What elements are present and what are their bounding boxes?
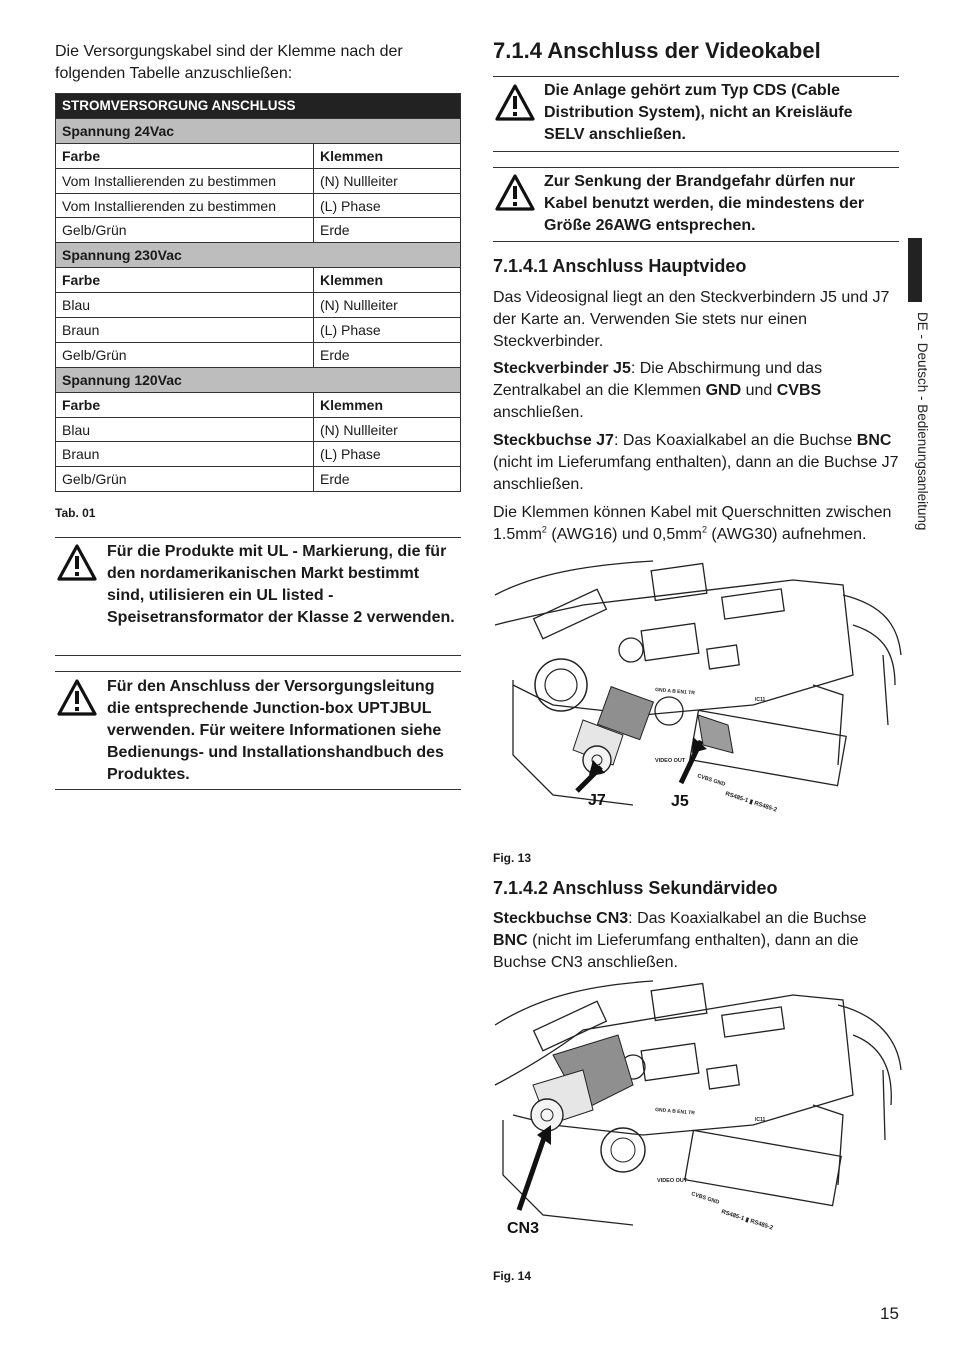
label-rs485: RS485-1 ▮ RS485-2 [720, 1209, 774, 1232]
label-ic11: IC11 [755, 697, 766, 703]
intro-text: Die Versorgungskabel sind der Klemme nach der folgenden Tabelle anzuschließen: [55, 43, 403, 82]
term: BNC [493, 932, 528, 949]
warning-triangle-icon [57, 679, 97, 717]
term: Steckverbinder J5 [493, 360, 631, 377]
label-connector-row: GND A B EN1 TR [654, 1107, 696, 1117]
table-section-heading: Spannung 230Vac [56, 243, 461, 268]
subsection-heading-main-video: 7.1.4.1 Anschluss Hauptvideo [493, 256, 747, 276]
label-connector-row: GND A B EN1 TR [654, 687, 696, 697]
term: Steckbuchse CN3 [493, 910, 629, 927]
table-column-header: Farbe [56, 392, 314, 417]
term: BNC [856, 432, 892, 449]
table-column-header: Klemmen [314, 392, 461, 417]
paragraph-j7 [493, 430, 903, 496]
figure-caption: Fig. 14 [493, 1269, 532, 1283]
superscript: 2 [701, 524, 707, 535]
table-cell: (L) Phase [314, 318, 461, 343]
term: Steckbuchse J7 [493, 432, 614, 449]
table-row [56, 342, 461, 367]
table-title: STROMVERSORGUNG ANSCHLUSS [56, 94, 461, 119]
figure-13-board-illustration [493, 555, 903, 840]
warning-cds [493, 76, 899, 152]
paragraph: Das Videosignal liegt an den Steckverbindern J5 und J7 der Karte an. Verwenden Sie stets nur einen Steckverbinder. [493, 289, 890, 350]
table-row [56, 318, 461, 343]
label-video-out: VIDEO OUT [655, 758, 686, 764]
text: (AWG16) und 0,5mm [546, 526, 702, 543]
table-cell: Gelb/Grün [56, 218, 314, 243]
paragraph-cable-sizes [493, 502, 903, 546]
text: : Das Koaxialkabel an die Buchse [628, 910, 867, 927]
section-heading: 7.1.4 Anschluss der Videokabel [493, 38, 821, 63]
term: GND [705, 382, 742, 399]
warning-junction-box [55, 671, 461, 790]
figure-14-board-illustration [493, 975, 903, 1260]
warning-text: Zur Senkung der Brandgefahr dürfen nur Kabel benutzt werden, die mindestens der Größe 26AWG entsprechen. [544, 173, 865, 234]
term: CVBS [776, 382, 822, 399]
label-ic11: IC11 [755, 1117, 766, 1123]
table-row [56, 293, 461, 318]
table-column-header: Klemmen [314, 143, 461, 168]
text: : Das Koaxialkabel an die Buchse [613, 432, 857, 449]
superscript: 2 [541, 524, 547, 535]
table-column-header: Farbe [56, 143, 314, 168]
table-column-header: Farbe [56, 268, 314, 293]
power-supply-table [55, 93, 461, 492]
table-cell: Erde [314, 467, 461, 492]
table-cell: Braun [56, 442, 314, 467]
warning-text: Für den Anschluss der Versorgungsleitung die entsprechende Junction-box UPTJBUL verwenden. Für weitere Informationen siehe Bedienungs- und Installationshandbuch des Produktes. [107, 678, 444, 783]
label-j7: J7 [588, 792, 606, 809]
table-cell: (N) Nullleiter [314, 293, 461, 318]
side-tab-marker [908, 238, 922, 302]
warning-text: Für die Produkte mit UL - Markierung, die für den nordamerikanischen Markt bestimmt sind, utilisieren ein UL listed - Speisetransformator der Klasse 2 verwenden. [107, 543, 455, 626]
table-section-heading: Spannung 120Vac [56, 367, 461, 392]
warning-triangle-icon [495, 174, 535, 212]
table-section-heading: Spannung 24Vac [56, 118, 461, 143]
table-column-header: Klemmen [314, 268, 461, 293]
text: anschließen. [493, 404, 584, 421]
page-number: 15 [880, 1304, 899, 1323]
warning-triangle-icon [495, 84, 535, 122]
table-cell: Erde [314, 342, 461, 367]
label-cvbs-gnd: CVBS GND [696, 773, 726, 788]
text: (AWG30) aufnehmen. [706, 526, 867, 543]
warning-triangle-icon [57, 544, 97, 582]
table-row [56, 467, 461, 492]
table-cell: (L) Phase [314, 193, 461, 218]
text: und [741, 382, 777, 399]
table-cell: Braun [56, 318, 314, 343]
table-cell: Blau [56, 417, 314, 442]
paragraph-cn3 [493, 908, 903, 974]
table-row [56, 168, 461, 193]
text: : Die Abschirmung und das Zentralkabel an die Klemmen [493, 360, 823, 399]
circuit-board-drawing [493, 555, 903, 840]
figure-caption: Fig. 13 [493, 851, 532, 865]
table-row [56, 417, 461, 442]
table-row [56, 193, 461, 218]
warning-ul [55, 537, 461, 656]
label-cvbs-gnd: CVBS GND [690, 1191, 720, 1206]
side-tab-label: DE - Deutsch - Bedienungsanleitung [915, 312, 930, 531]
circuit-board-drawing [493, 975, 903, 1260]
table-cell: Vom Installierenden zu bestimmen [56, 168, 314, 193]
warning-text: Die Anlage gehört zum Typ CDS (Cable Distribution System), nicht an Kreisläufe SELV anschließen. [544, 82, 853, 143]
label-video-out: VIDEO OUT [657, 1178, 688, 1184]
text: Die Klemmen können Kabel mit Querschnitten zwischen 1.5mm [493, 504, 892, 543]
table-cell: (N) Nullleiter [314, 417, 461, 442]
warning-fire [493, 167, 899, 242]
table-cell: Gelb/Grün [56, 342, 314, 367]
table-row [56, 218, 461, 243]
table-cell: Vom Installierenden zu bestimmen [56, 193, 314, 218]
table-row [56, 442, 461, 467]
table-cell: (L) Phase [314, 442, 461, 467]
table-cell: (N) Nullleiter [314, 168, 461, 193]
label-rs485: RS485-1 ▮ RS485-2 [724, 791, 778, 814]
table-cell: Erde [314, 218, 461, 243]
paragraph-j5 [493, 358, 903, 424]
label-cn3: CN3 [507, 1220, 540, 1237]
table-cell: Blau [56, 293, 314, 318]
text: (nicht im Lieferumfang enthalten), dann an die Buchse CN3 anschließen. [493, 932, 859, 971]
table-caption: Tab. 01 [55, 506, 96, 520]
subsection-heading-secondary-video: 7.1.4.2 Anschluss Sekundärvideo [493, 878, 778, 898]
table-cell: Gelb/Grün [56, 467, 314, 492]
label-j5: J5 [671, 793, 689, 810]
text: (nicht im Lieferumfang enthalten), dann an die Buchse J7 anschließen. [493, 454, 899, 493]
